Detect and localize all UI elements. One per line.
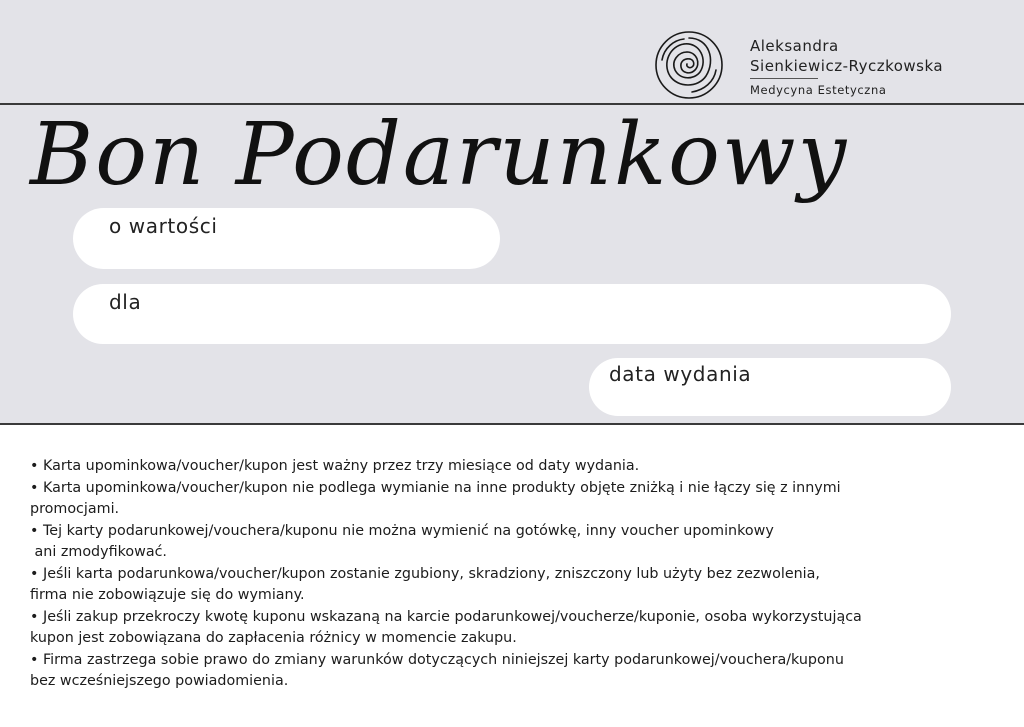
terms-line: • Karta upominkowa/voucher/kupon jest ważny przez trzy miesiące od daty wydania. bbox=[30, 458, 640, 474]
issue-date-field[interactable] bbox=[589, 358, 951, 416]
issue-date-field-label: data wydania bbox=[609, 362, 752, 386]
brand-name-line1: Aleksandra bbox=[750, 37, 839, 55]
terms-list bbox=[30, 456, 990, 693]
brand-underline bbox=[750, 78, 818, 79]
value-field[interactable] bbox=[73, 208, 500, 269]
terms-line: bez wcześniejszego powiadomienia. bbox=[30, 673, 289, 689]
terms-line: • Jeśli zakup przekroczy kwotę kuponu wskazaną na karcie podarunkowej/voucherze/kuponie, osoba wykorzystująca bbox=[30, 608, 862, 625]
terms-line: • Karta upominkowa/voucher/kupon nie podlega wymianie na inne produkty objęte zniżką i nie łączy się z innymi bbox=[30, 479, 841, 496]
terms-line: ani zmodyfikować. bbox=[30, 544, 167, 560]
terms-line: • Tej karty podarunkowej/vouchera/kuponu nie można wymienić na gotówkę, inny voucher upominkowy bbox=[30, 522, 774, 539]
brand-block bbox=[750, 36, 943, 97]
recipient-field[interactable] bbox=[73, 284, 951, 344]
middle-divider bbox=[0, 423, 1024, 425]
terms-line: • Firma zastrzega sobie prawo do zmiany warunków dotyczących niniejszej karty podarunkowej/vouchera/kuponu bbox=[30, 651, 844, 668]
terms-line: promocjami. bbox=[30, 501, 120, 517]
voucher-title: Bon Podarunkowy bbox=[30, 105, 849, 205]
terms-line: • Jeśli karta podarunkowa/voucher/kupon zostanie zgubiony, skradziony, zniszczony lub użyty bez zezwolenia, bbox=[30, 565, 820, 582]
brand-tagline: Medycyna Estetyczna bbox=[750, 83, 887, 97]
terms-line: firma nie zobowiązuje się do wymiany. bbox=[30, 587, 305, 603]
rose-spiral-icon bbox=[654, 30, 724, 100]
value-field-label: o wartości bbox=[109, 214, 218, 238]
brand-name-line2: Sienkiewicz-Ryczkowska bbox=[750, 57, 944, 75]
recipient-field-label: dla bbox=[109, 290, 142, 314]
terms-line: kupon jest zobowiązana do zapłacenia różnicy w momencie zakupu. bbox=[30, 630, 517, 646]
